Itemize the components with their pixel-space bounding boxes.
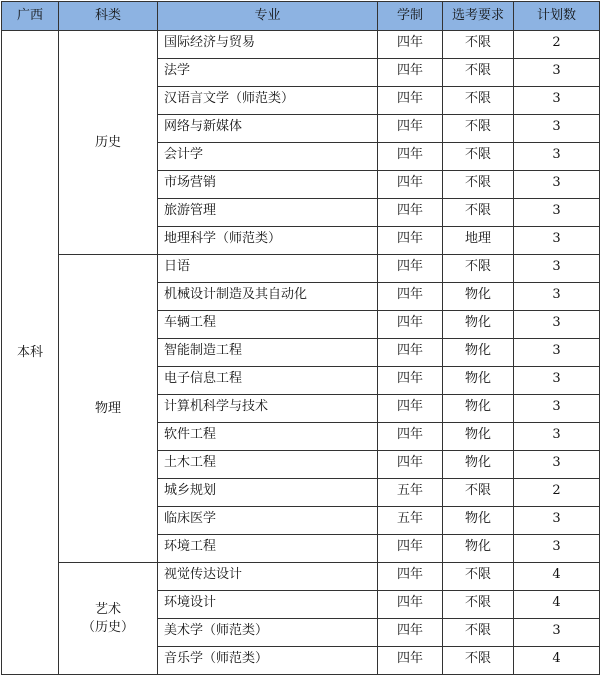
major-cell: 视觉传达设计 [158, 563, 378, 591]
plan-count-cell: 3 [514, 507, 600, 535]
duration-cell: 四年 [378, 115, 443, 143]
major-cell: 会计学 [158, 143, 378, 171]
requirement-cell: 不限 [443, 479, 514, 507]
requirement-cell: 物化 [443, 423, 514, 451]
requirement-cell: 地理 [443, 227, 514, 255]
plan-count-cell: 4 [514, 647, 600, 675]
duration-cell: 四年 [378, 171, 443, 199]
requirement-cell: 不限 [443, 647, 514, 675]
plan-count-cell: 3 [514, 395, 600, 423]
major-cell: 电子信息工程 [158, 367, 378, 395]
requirement-cell: 物化 [443, 395, 514, 423]
duration-cell: 四年 [378, 339, 443, 367]
requirement-cell: 不限 [443, 171, 514, 199]
table-row [2, 255, 600, 283]
duration-cell: 四年 [378, 31, 443, 59]
plan-count-cell: 3 [514, 367, 600, 395]
category-cell [59, 255, 158, 563]
plan-count-cell: 3 [514, 535, 600, 563]
plan-count-cell: 4 [514, 591, 600, 619]
duration-cell: 四年 [378, 395, 443, 423]
requirement-cell: 不限 [443, 563, 514, 591]
table-header-row [2, 2, 600, 31]
requirement-cell: 不限 [443, 591, 514, 619]
major-cell: 美术学（师范类） [158, 619, 378, 647]
duration-cell: 四年 [378, 423, 443, 451]
plan-count-cell: 3 [514, 59, 600, 87]
plan-count-cell: 3 [514, 283, 600, 311]
requirement-cell: 物化 [443, 311, 514, 339]
plan-count-cell: 3 [514, 227, 600, 255]
major-cell: 机械设计制造及其自动化 [158, 283, 378, 311]
header-major: 专业 [158, 2, 378, 31]
header-plan: 计划数 [514, 2, 600, 31]
requirement-cell: 不限 [443, 255, 514, 283]
requirement-cell: 不限 [443, 87, 514, 115]
header-province: 广西 [2, 2, 59, 31]
table-body [2, 31, 600, 675]
major-cell: 环境工程 [158, 535, 378, 563]
requirement-cell: 不限 [443, 143, 514, 171]
duration-cell: 四年 [378, 563, 443, 591]
header-category: 科类 [59, 2, 158, 31]
category-label: 艺术 [94, 601, 121, 617]
duration-cell: 四年 [378, 227, 443, 255]
plan-count-cell: 2 [514, 479, 600, 507]
duration-cell: 四年 [378, 535, 443, 563]
requirement-cell: 不限 [443, 115, 514, 143]
major-cell: 环境设计 [158, 591, 378, 619]
major-cell: 法学 [158, 59, 378, 87]
plan-count-cell: 3 [514, 619, 600, 647]
duration-cell: 四年 [378, 619, 443, 647]
major-cell: 音乐学（师范类） [158, 647, 378, 675]
duration-cell: 五年 [378, 507, 443, 535]
duration-cell: 四年 [378, 87, 443, 115]
major-cell: 旅游管理 [158, 199, 378, 227]
requirement-cell: 不限 [443, 59, 514, 87]
duration-cell: 四年 [378, 143, 443, 171]
plan-count-cell: 3 [514, 171, 600, 199]
major-cell: 城乡规划 [158, 479, 378, 507]
requirement-cell: 物化 [443, 535, 514, 563]
plan-count-cell: 2 [514, 31, 600, 59]
category-label: 历史 [94, 134, 121, 150]
major-cell: 国际经济与贸易 [158, 31, 378, 59]
table-row [2, 563, 600, 591]
duration-cell: 四年 [378, 647, 443, 675]
category-label: 物理 [94, 400, 121, 416]
duration-cell: 四年 [378, 591, 443, 619]
duration-cell: 四年 [378, 199, 443, 227]
plan-count-cell: 3 [514, 199, 600, 227]
requirement-cell: 不限 [443, 619, 514, 647]
requirement-cell: 物化 [443, 507, 514, 535]
major-cell: 网络与新媒体 [158, 115, 378, 143]
category-cell [59, 31, 158, 255]
plan-count-cell: 3 [514, 423, 600, 451]
duration-cell: 四年 [378, 311, 443, 339]
plan-count-cell: 3 [514, 451, 600, 479]
major-cell: 土木工程 [158, 451, 378, 479]
major-cell: 日语 [158, 255, 378, 283]
header-requirement: 选考要求 [443, 2, 514, 31]
duration-cell: 五年 [378, 479, 443, 507]
requirement-cell: 物化 [443, 283, 514, 311]
level-cell: 本科 [2, 31, 59, 675]
major-cell: 计算机科学与技术 [158, 395, 378, 423]
plan-count-cell: 3 [514, 143, 600, 171]
header-duration: 学制 [378, 2, 443, 31]
major-cell: 车辆工程 [158, 311, 378, 339]
major-cell: 地理科学（师范类） [158, 227, 378, 255]
plan-count-cell: 3 [514, 311, 600, 339]
duration-cell: 四年 [378, 283, 443, 311]
major-cell: 临床医学 [158, 507, 378, 535]
requirement-cell: 物化 [443, 451, 514, 479]
major-cell: 汉语言文学（师范类） [158, 87, 378, 115]
category-cell [59, 563, 158, 675]
category-sublabel: （历史） [81, 619, 134, 635]
duration-cell: 四年 [378, 367, 443, 395]
major-cell: 智能制造工程 [158, 339, 378, 367]
requirement-cell: 不限 [443, 31, 514, 59]
plan-count-cell: 3 [514, 255, 600, 283]
requirement-cell: 物化 [443, 367, 514, 395]
duration-cell: 四年 [378, 451, 443, 479]
enrollment-plan-table [1, 1, 600, 675]
plan-count-cell: 3 [514, 339, 600, 367]
plan-count-cell: 3 [514, 115, 600, 143]
requirement-cell: 物化 [443, 339, 514, 367]
requirement-cell: 不限 [443, 199, 514, 227]
plan-count-cell: 4 [514, 563, 600, 591]
major-cell: 市场营销 [158, 171, 378, 199]
duration-cell: 四年 [378, 59, 443, 87]
table-row [2, 31, 600, 59]
duration-cell: 四年 [378, 255, 443, 283]
plan-count-cell: 3 [514, 87, 600, 115]
major-cell: 软件工程 [158, 423, 378, 451]
